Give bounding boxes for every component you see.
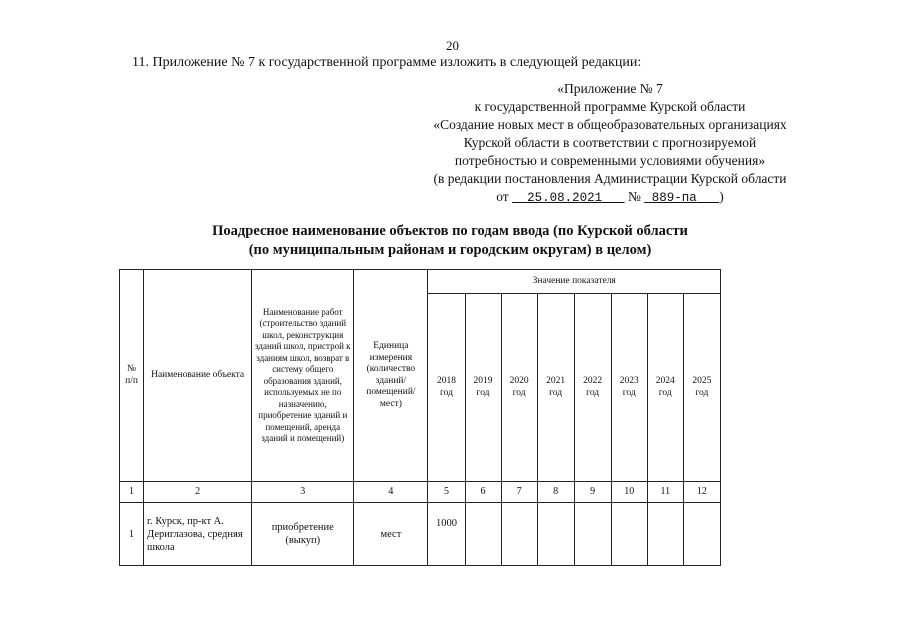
- header-unit: Единица измерения (количество зданий/ помещений/ мест): [354, 270, 428, 482]
- number-prefix: №: [627, 189, 641, 204]
- row-value-2021: [537, 503, 574, 566]
- column-number: 10: [611, 482, 647, 503]
- header-year-2018: 2018 год: [428, 294, 465, 482]
- table-title: [130, 222, 770, 260]
- column-number: 1: [120, 482, 144, 503]
- intro-line: 11. Приложение № 7 к государственной программе изложить в следующей редакции:: [132, 55, 642, 70]
- appendix-header: [380, 80, 840, 207]
- header-year-2021: 2021 год: [537, 294, 574, 482]
- page-number: 20: [446, 38, 459, 53]
- appendix-line-5: потребностью и современными условиями обучения»: [454, 153, 766, 168]
- column-number: 2: [144, 482, 252, 503]
- row-value-2025: [683, 503, 720, 566]
- row-value-2022: [574, 503, 611, 566]
- appendix-line-6: (в редакции постановления Администрации Курской области: [433, 171, 787, 186]
- row-value-2024: [647, 503, 683, 566]
- header-works: Наименование работ (строительство зданий школ, реконструкция зданий школ, пристрой к зданиям школ, возврат в систему общего образования зданий, используемых не по назначению, приобретение зданий и помещений, аренда зданий и помещений): [252, 270, 354, 482]
- date-prefix: от: [496, 189, 509, 204]
- row-value-2018: 1000: [428, 503, 465, 566]
- appendix-line-4: Курской области в соответствии с прогнозируемой: [463, 135, 757, 150]
- header-indicator: Значение показателя: [428, 270, 721, 294]
- row-unit: мест: [354, 503, 428, 566]
- row-value-2020: [501, 503, 537, 566]
- header-year-2022: 2022 год: [574, 294, 611, 482]
- appendix-line-1: «Приложение № 7: [557, 81, 663, 96]
- table-row: [120, 503, 721, 566]
- column-number: 3: [252, 482, 354, 503]
- row-value-2019: [465, 503, 501, 566]
- header-num: № п/п: [120, 270, 144, 482]
- header-object: Наименование объекта: [144, 270, 252, 482]
- header-year-2024: 2024 год: [647, 294, 683, 482]
- resolution-date: 25.08.2021: [527, 191, 603, 205]
- header-year-2019: 2019 год: [465, 294, 501, 482]
- column-number-row: [120, 482, 721, 503]
- column-number: 11: [647, 482, 683, 503]
- column-number: 8: [537, 482, 574, 503]
- column-number: 5: [428, 482, 465, 503]
- row-object: г. Курск, пр-кт А. Дериглазова, средняя школа: [144, 503, 252, 566]
- resolution-number: 889-па: [651, 191, 697, 205]
- table-title-line-2: (по муниципальным районам и городским округам) в целом): [248, 242, 652, 258]
- column-number: 7: [501, 482, 537, 503]
- column-number: 6: [465, 482, 501, 503]
- close-paren: ): [719, 189, 724, 204]
- resolution-date-line: [380, 188, 840, 207]
- column-number: 9: [574, 482, 611, 503]
- header-year-2023: 2023 год: [611, 294, 647, 482]
- row-value-2023: [611, 503, 647, 566]
- appendix-line-2: к государственной программе Курской области: [474, 99, 746, 114]
- column-number: 4: [354, 482, 428, 503]
- header-year-2020: 2020 год: [501, 294, 537, 482]
- column-number: 12: [683, 482, 720, 503]
- table-title-line-1: Поадресное наименование объектов по годам ввода (по Курской области: [212, 223, 688, 239]
- objects-table: [119, 269, 721, 566]
- header-year-2025: 2025 год: [683, 294, 720, 482]
- appendix-line-3: «Создание новых мест в общеобразовательных организациях: [433, 117, 787, 132]
- row-num: 1: [120, 503, 144, 566]
- row-works: приобретение (выкуп): [252, 503, 354, 566]
